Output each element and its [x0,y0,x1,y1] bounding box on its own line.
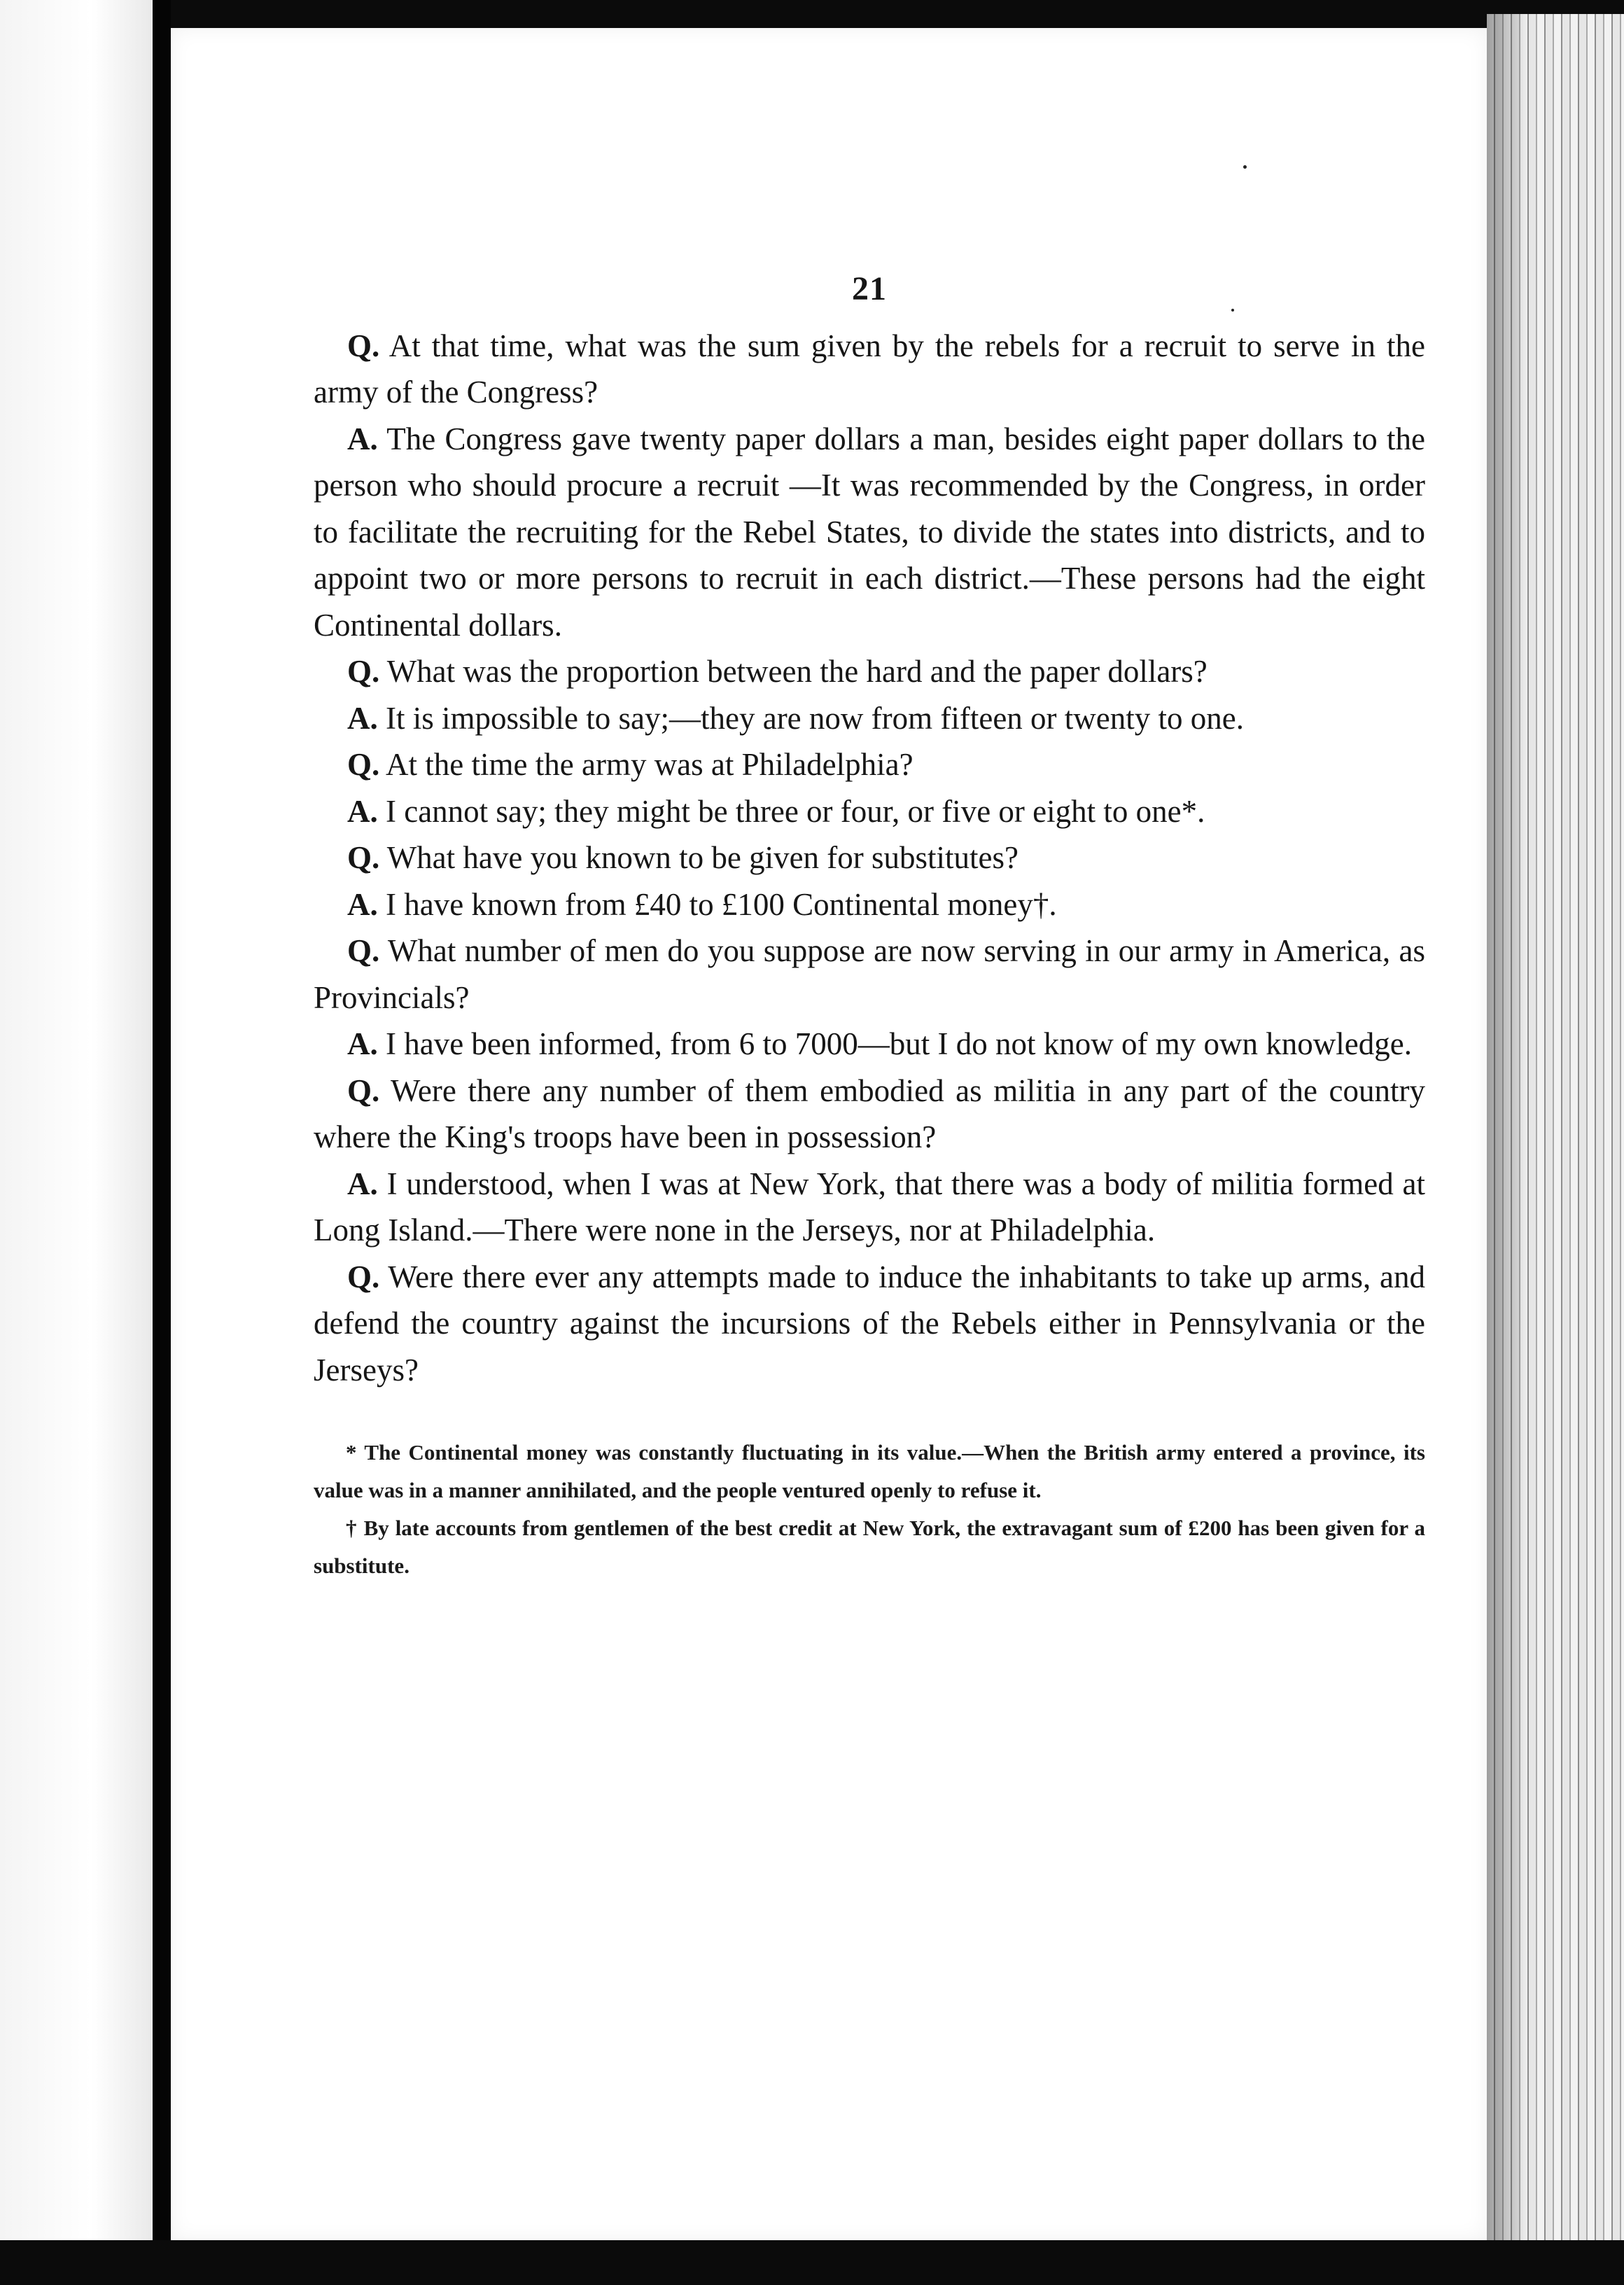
ink-speck [1243,165,1247,169]
qa-paragraph-2 [314,416,1425,649]
qa-tag: A. [347,700,378,736]
qa-tag: Q. [347,933,380,968]
qa-list [314,323,1425,1394]
qa-paragraph-1 [314,323,1425,416]
qa-text: Were there ever any attempts made to induce the inhabitants to take up arms, and defend the country against the incursions of the Rebels either in Pennsylvania or the Jerseys? [314,1259,1426,1388]
footnotes [314,1434,1425,1585]
qa-tag: Q. [347,747,380,782]
footnote-mark: * [346,1440,357,1465]
qa-text: It is impossible to say;—they are now from fifteen or twenty to one. [386,700,1244,736]
qa-text: I cannot say; they might be three or four, or five or eight to one*. [386,793,1205,829]
footnote-text: By late accounts from gentlemen of the best credit at New York, the extravagant sum of £200 has been given for a substitute. [314,1516,1425,1578]
qa-paragraph-13 [314,1254,1425,1394]
ink-speck [1231,309,1234,312]
scan-border [0,2240,1624,2285]
qa-tag: A. [347,421,378,456]
qa-text: What have you known to be given for substitutes? [386,840,1019,875]
qa-paragraph-6 [314,788,1425,835]
qa-text: I understood, when I was at New York, that there was a body of militia formed at Long Island.—There were none in the Jerseys, nor at Philadelphia. [314,1166,1426,1248]
qa-tag: A. [347,886,378,922]
edge-shadow [1487,14,1529,2254]
qa-text: The Congress gave twenty paper dollars a man, besides eight paper dollars to the person who should procure a recruit —It was recommended by the Congress, in order to facilitate the recruiting for the Rebel States, to divide the states into districts, and to appoint two or more persons to recruit in each district.—These persons had the eight Continental dollars. [314,421,1426,643]
facing-page-edge [0,0,153,2240]
qa-tag: Q. [347,1072,380,1108]
qa-paragraph-7 [314,834,1425,881]
footnote-mark: † [346,1516,358,1540]
qa-tag: Q. [347,654,380,689]
page-content [314,266,1425,1585]
qa-text: I have known from £40 to £100 Continental money†. [386,886,1057,922]
page-number: 21 [852,270,887,307]
book-gutter [153,0,171,2285]
qa-paragraph-5 [314,741,1425,788]
footnote-1 [314,1434,1425,1509]
qa-tag: Q. [347,1259,380,1294]
qa-tag: A. [347,793,378,829]
page-edge-stack [1487,14,1624,2254]
qa-paragraph-8 [314,881,1425,928]
qa-tag: A. [347,1166,378,1201]
qa-tag: A. [347,1026,378,1061]
qa-text: What was the proportion between the hard and the paper dollars? [386,654,1208,689]
book-page [171,28,1487,2240]
qa-tag: Q. [347,840,380,875]
qa-tag: Q. [347,328,380,363]
qa-paragraph-11 [314,1068,1425,1161]
qa-paragraph-3 [314,648,1425,695]
qa-text: At that time, what was the sum given by the rebels for a recruit to serve in the army of the Congress? [314,328,1425,410]
qa-text: Were there any number of them embodied as militia in any part of the country where the King's troops have been in possession? [314,1072,1425,1154]
qa-text: At the time the army was at Philadelphia? [386,747,913,782]
qa-text: What number of men do you suppose are now serving in our army in America, as Provincials? [314,933,1425,1015]
qa-text: I have been informed, from 6 to 7000—but I do not know of my own knowledge. [386,1026,1412,1061]
footnote-2 [314,1509,1425,1585]
qa-paragraph-4 [314,695,1425,742]
qa-paragraph-12 [314,1161,1425,1254]
qa-paragraph-10 [314,1021,1425,1068]
footnote-text: The Continental money was constantly fluctuating in its value.—When the British army entered a province, its value was in a manner annihilated, and the people ventured openly to refuse it. [314,1440,1425,1502]
qa-paragraph-9 [314,928,1425,1021]
